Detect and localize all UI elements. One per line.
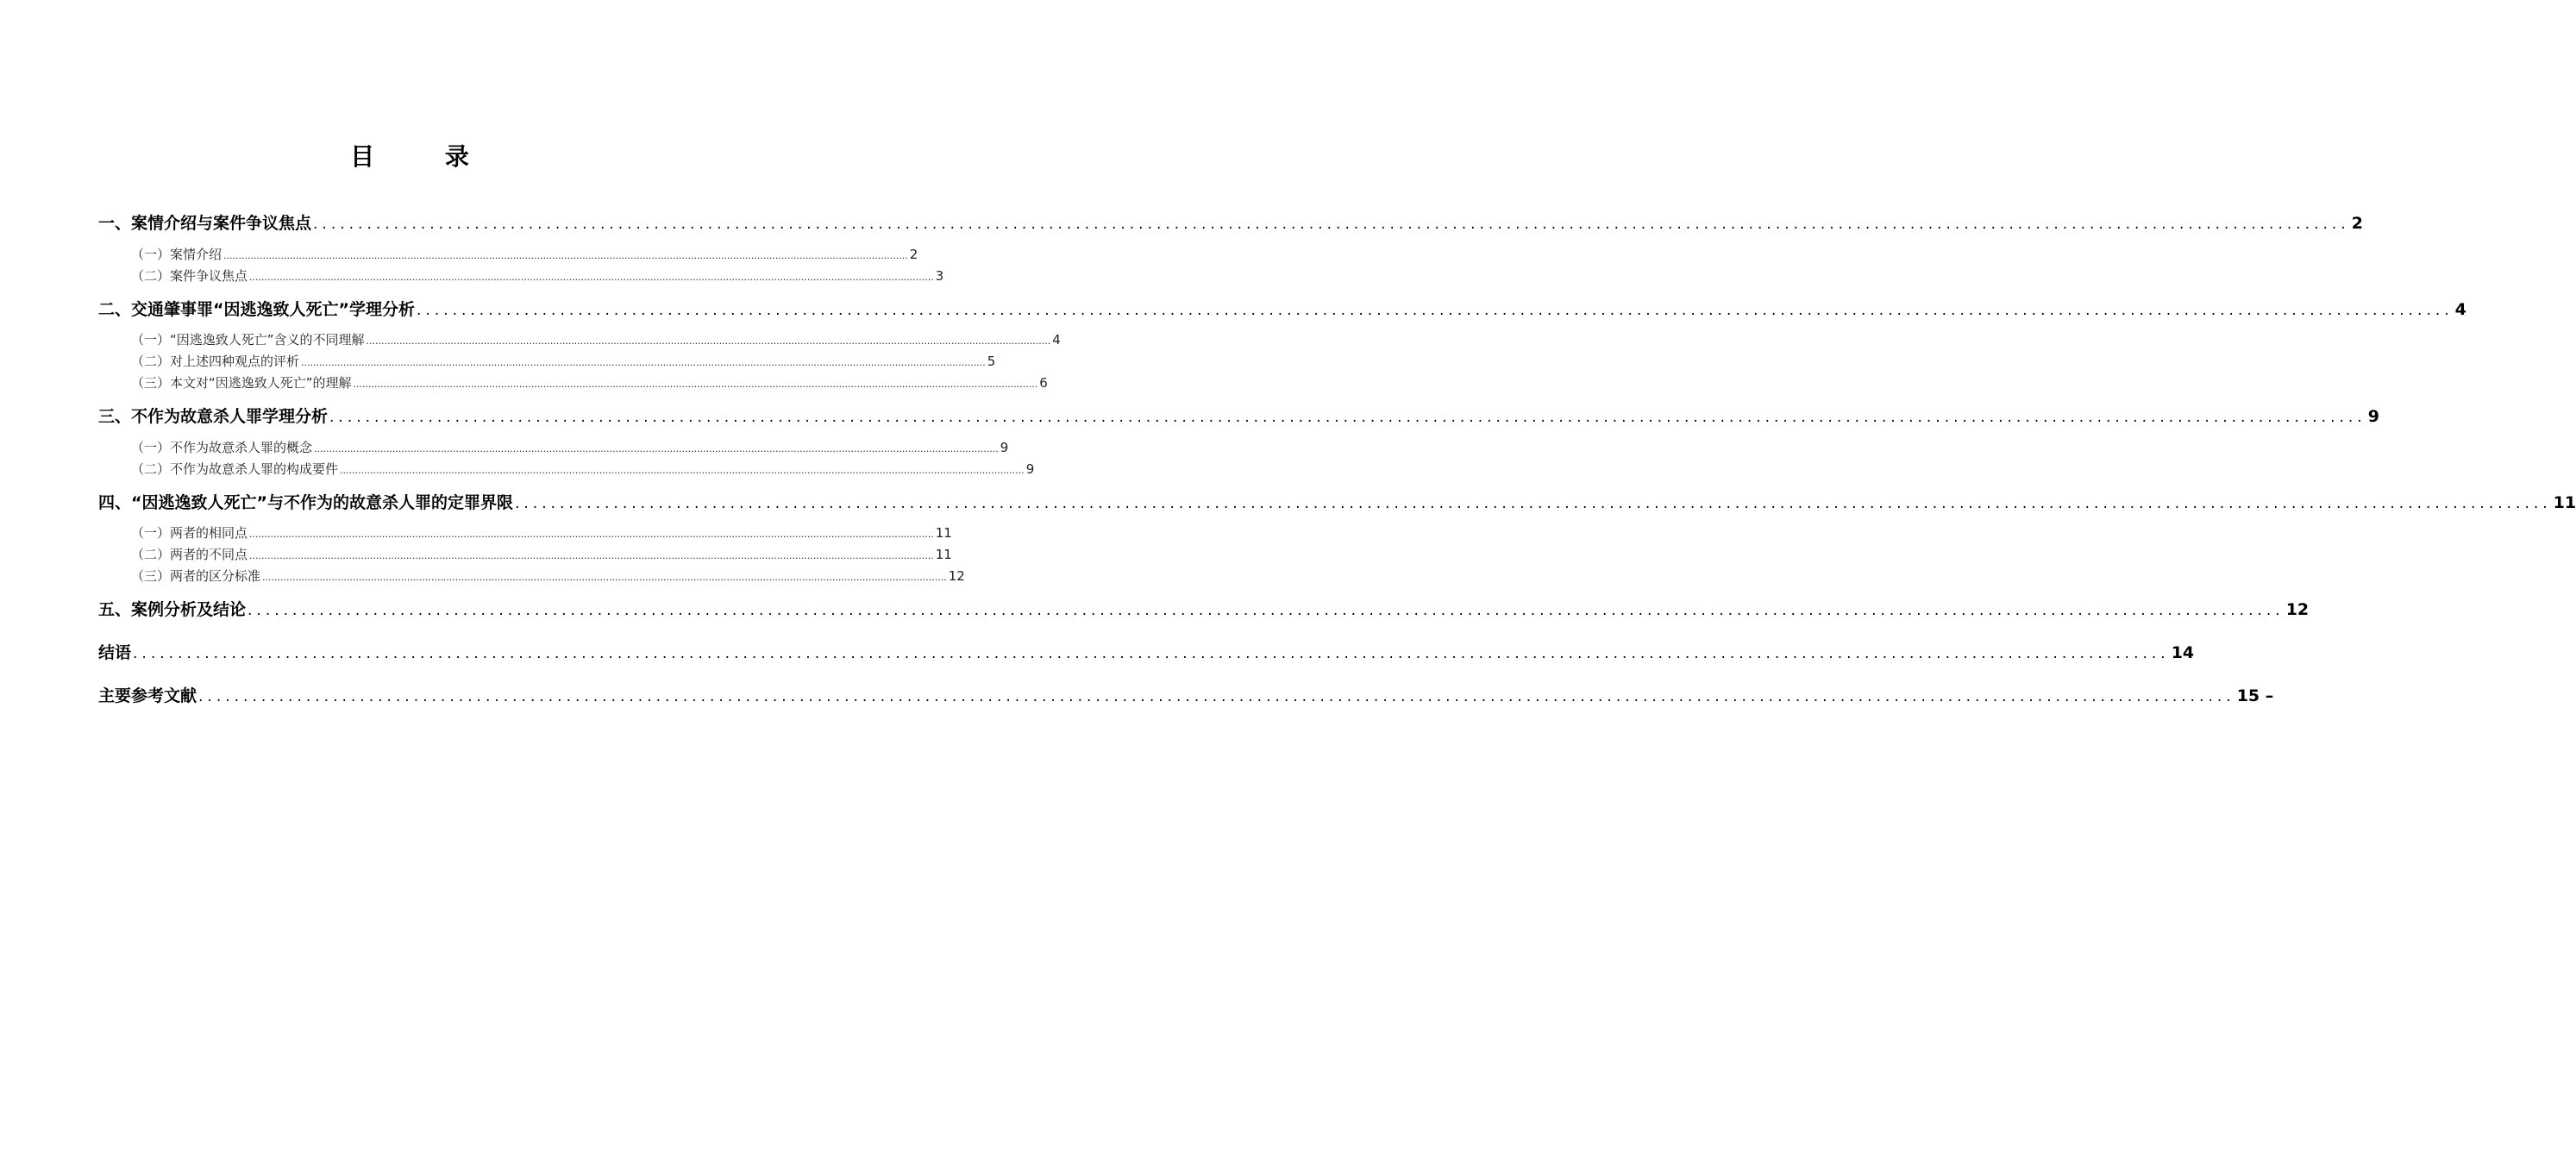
toc-entry-text: （二）两者的不同点	[131, 547, 248, 562]
toc-entry-text: 一、案情介绍与案件争议焦点	[98, 214, 312, 233]
toc-page-number: 4	[2454, 300, 2466, 319]
toc-entry-level2[interactable]	[131, 353, 996, 372]
toc-entry-text: （一）两者的相同点	[131, 525, 248, 541]
dot-leader: ...................................................................................................................................................................................................................................	[340, 465, 1025, 476]
toc-entry-level2[interactable]	[131, 267, 944, 286]
toc-entry-level1[interactable]	[98, 598, 2310, 622]
toc-entry-level2[interactable]	[131, 546, 952, 565]
toc-entry-text: （二）案件争议焦点	[131, 268, 248, 284]
dot-leader: ...................................................................................................................................................................................................................................	[262, 572, 947, 583]
toc-entry-level2[interactable]	[131, 246, 918, 265]
toc-title: 目 录	[350, 142, 500, 171]
toc-entry-text: 五、案例分析及结论	[98, 600, 247, 619]
dot-leader: ...................................................................................................................................................................................................................................	[133, 645, 2170, 662]
toc-page-number: 11	[935, 525, 952, 541]
toc-page-number: 11	[2553, 493, 2576, 512]
toc-entry-text: 四、“因逃逸致人死亡”与不作为的故意杀人罪的定罪界限	[98, 493, 513, 512]
toc-page-number: 3	[935, 268, 944, 284]
toc-entry-text: （一）不作为故意杀人罪的概念	[131, 440, 313, 455]
toc-entry-level2[interactable]	[131, 567, 965, 586]
toc-entry-text: （二）对上述四种观点的评析	[131, 354, 300, 369]
toc-entry-text: （三）本文对“因逃逸致人死亡”的理解	[131, 375, 352, 391]
dot-leader: ...................................................................................................................................................................................................................................	[249, 529, 934, 540]
toc-page-number: 12	[2285, 600, 2310, 619]
toc-entry-level2[interactable]	[131, 524, 952, 543]
toc-entry-level2[interactable]	[131, 374, 1048, 393]
dot-leader: ...................................................................................................................................................................................................................................	[301, 357, 986, 368]
toc-page-number: 4	[1052, 332, 1061, 348]
toc-entry-level1[interactable]	[98, 642, 2195, 665]
dot-leader: ...................................................................................................................................................................................................................................	[249, 550, 934, 561]
toc-entry-level1[interactable]	[98, 298, 2466, 322]
toc-page-number: 12	[948, 568, 965, 584]
toc-entry-text: （三）两者的区分标准	[131, 568, 261, 584]
toc-entry-text: （二）不作为故意杀人罪的构成要件	[131, 461, 339, 477]
toc-entry-level2[interactable]	[131, 460, 1035, 479]
toc-entry-level2[interactable]	[131, 439, 1009, 458]
toc-entry-level2[interactable]	[131, 331, 1061, 350]
dot-leader: ...................................................................................................................................................................................................................................	[249, 272, 934, 283]
toc-page-number: 9	[2367, 407, 2379, 426]
dot-leader: ...................................................................................................................................................................................................................................	[329, 409, 2366, 426]
toc-entry-level1[interactable]	[98, 685, 2274, 708]
toc-entry-level1[interactable]	[98, 405, 2379, 429]
toc-page-number: 2	[909, 247, 918, 262]
toc-entry-text: （一）案情介绍	[131, 247, 223, 262]
toc-page-number: 6	[1039, 375, 1048, 391]
dot-leader: ...................................................................................................................................................................................................................................	[353, 379, 1038, 390]
dot-leader: ...................................................................................................................................................................................................................................	[514, 495, 2552, 512]
toc-entry-text: 结语	[98, 643, 132, 662]
toc-page-number: 2	[2351, 214, 2363, 233]
dot-leader: ...................................................................................................................................................................................................................................	[366, 335, 1051, 347]
toc-entry-level1[interactable]	[98, 212, 2363, 235]
toc-page-number: 14	[2171, 643, 2195, 662]
toc-entry-level1[interactable]	[98, 492, 2576, 515]
toc-page-number: 9	[1025, 461, 1035, 477]
toc-entry-text: 二、交通肇事罪“因逃逸致人死亡”学理分析	[98, 300, 415, 319]
toc-page-number: 5	[987, 354, 996, 369]
toc-page-number: 15 –	[2236, 686, 2274, 705]
dot-leader: ...................................................................................................................................................................................................................................	[313, 216, 2350, 233]
toc-page-number: 11	[935, 547, 952, 562]
toc-page-number: 9	[1000, 440, 1009, 455]
dot-leader: ...................................................................................................................................................................................................................................	[314, 443, 999, 454]
dot-leader: ...................................................................................................................................................................................................................................	[248, 602, 2285, 619]
dot-leader: ...................................................................................................................................................................................................................................	[416, 302, 2454, 319]
dot-leader: ...................................................................................................................................................................................................................................	[223, 250, 908, 261]
toc-entry-text: 主要参考文献	[98, 686, 197, 705]
toc-entry-text: 三、不作为故意杀人罪学理分析	[98, 407, 329, 426]
toc-entry-text: （一）“因逃逸致人死亡”含义的不同理解	[131, 332, 365, 348]
dot-leader: ...................................................................................................................................................................................................................................	[198, 688, 2235, 705]
